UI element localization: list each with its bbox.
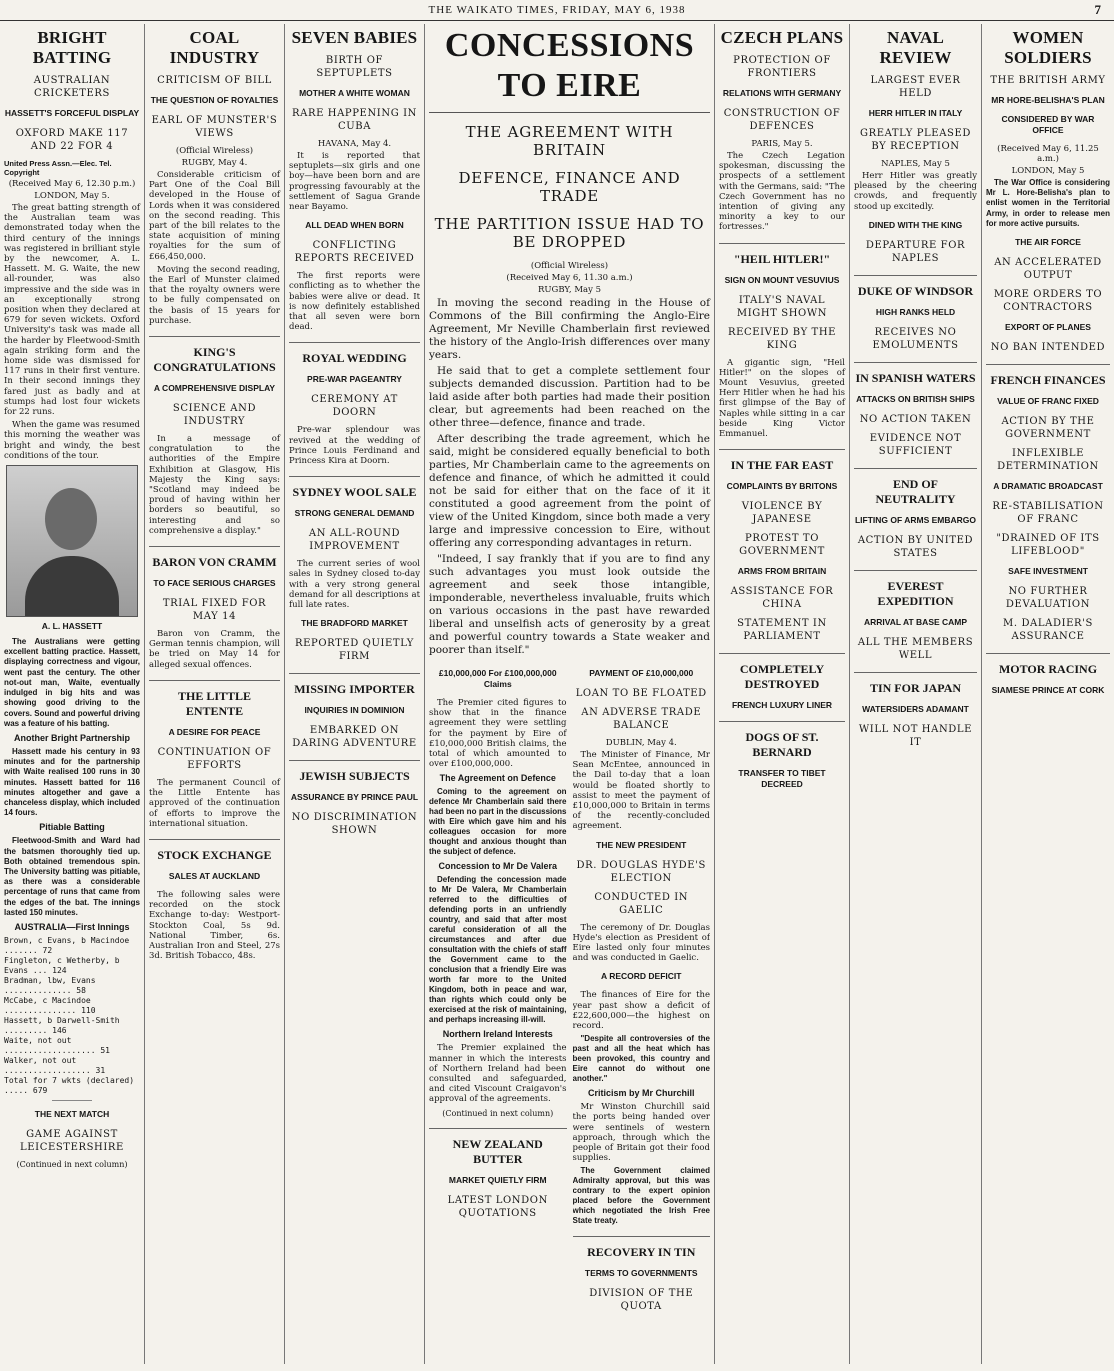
subheading: THE LITTLE ENTENTE xyxy=(149,680,280,719)
body-text: A gigantic sign, "Heil Hitler!" on the slopes of Mount Vesuvius, greeted Herr Hitler when he had his first glimpse of the Bay of Naples while sitting in a car beside King Victor Emmanuel. xyxy=(719,357,845,440)
received-line: (Received May 6, 11.25 a.m.) xyxy=(997,144,1099,164)
kicker: PRE-WAR PAGEANTRY xyxy=(307,374,402,385)
continued-note: (Continued in next column) xyxy=(16,1159,128,1169)
kicker: SIAMESE PRINCE AT CORK xyxy=(991,685,1105,696)
subheading: Concession to Mr De Valera xyxy=(438,861,558,872)
kicker: COMPLAINTS BY BRITONS xyxy=(726,481,838,492)
subheading: IN SPANISH WATERS xyxy=(854,362,977,386)
deck: ACTION BY THE GOVERNMENT xyxy=(1001,416,1095,441)
masthead xyxy=(0,0,1114,21)
headline: SEVEN BABIES xyxy=(291,28,418,47)
divider xyxy=(52,1100,92,1101)
scoreboard xyxy=(4,936,140,1096)
body-text: The Minister of Finance, Mr Sean McEntee, announced in the Dail to-day that a loan would be floated shortly to assist to meet the payment of £10,000,000 to Britain in terms of the recently-concluded agreement. xyxy=(572,750,710,832)
deck: EVIDENCE NOT SUFFICIENT xyxy=(869,432,962,457)
body-text: When the game was resumed this morning the weather was bright and windy, the best conditions of the tour. xyxy=(4,420,140,461)
lead-headline: CONCESSIONS TO EIRE xyxy=(429,26,710,113)
score-line: McCabe, c Macindoe ............... 110 xyxy=(4,995,96,1015)
column-concessions-to-eire xyxy=(425,24,715,1364)
kicker: ASSURANCE BY PRINCE PAUL xyxy=(290,792,419,803)
subheading: MISSING IMPORTER xyxy=(289,673,420,697)
kicker: HIGH RANKS HELD xyxy=(875,306,956,317)
deck: M. DALADIER'S ASSURANCE xyxy=(1003,618,1093,643)
scoreboard-heading: AUSTRALIA—First Innings xyxy=(14,921,130,932)
body-text: The Premier cited figures to show that in the finance agreement they were settling for the payment by Eire of £10,000,000 British claims, the total of which amounted to over £100,000,000. xyxy=(429,698,567,770)
kicker: A COMPREHENSIVE DISPLAY xyxy=(153,383,276,394)
subheading: TIN FOR JAPAN xyxy=(854,672,977,696)
body-text: Mr Winston Churchill said the ports being handed over were sentinels of western approach, through which the people of Britain got their food supplies. xyxy=(572,1102,710,1164)
deck: CONDUCTED IN GAELIC xyxy=(594,891,689,916)
deck: REPORTED QUIETLY FIRM xyxy=(294,638,415,663)
body-text: Herr Hitler was greatly pleased by the cheering crowds, and frequently stood up excitedly. xyxy=(854,171,977,212)
deck: LARGEST EVER HELD xyxy=(870,75,961,99)
kicker: MR HORE-BELISHA'S PLAN xyxy=(991,95,1105,105)
headline: NAVAL REVIEW xyxy=(879,28,952,67)
score-line: Total for 7 wkts (declared) ..... 679 xyxy=(4,1075,135,1095)
deck: NO FURTHER DEVALUATION xyxy=(1005,586,1091,611)
subheading: Pitiable Batting xyxy=(39,822,105,833)
body-text: Coming to the agreement on defence Mr Chamberlain said there had been no part in the discussions with Eire which gave him and his colleagues occasion for more thought and anxious thought than the subject of defence. xyxy=(429,787,567,857)
body-text: The Premier explained the manner in which the interests of Northern Ireland had been consulted and safeguarded, and cited Viscount Craigavon's approval of the agreements. xyxy=(429,1043,567,1105)
deck: CONFLICTING REPORTS RECEIVED xyxy=(294,240,415,265)
deck: ITALY'S NAVAL MIGHT SHOWN xyxy=(736,294,828,319)
subheading: Northern Ireland Interests xyxy=(442,1029,553,1040)
deck: DIVISION OF THE QUOTA xyxy=(589,1288,694,1313)
deck: STATEMENT IN PARLIAMENT xyxy=(737,618,827,643)
body-text: After describing the trade agreement, which he said, might be considered equally beneficial to both parties, Mr Chamberlain came to the agreements on defence and finance, of which he admitted it could not be said for either that on the face of it it constituted a good agreement from the point of view of the United Kingdom, since both made a very large and impressive concession to Eire, without offering any corresponding advantages in return. xyxy=(429,433,710,549)
deck: PROTECTION OF FRONTIERS xyxy=(733,55,831,79)
portrait-photo xyxy=(6,465,138,617)
portrait-head xyxy=(45,488,97,550)
subheading: A RECORD DEFICIT xyxy=(601,971,682,982)
subheading: JEWISH SUBJECTS xyxy=(289,760,420,784)
deck: EARL OF MUNSTER'S VIEWS xyxy=(151,115,278,139)
deck: GREATLY PLEASED BY RECEPTION xyxy=(859,128,971,152)
subheading: DOGS OF ST. BERNARD xyxy=(719,721,845,760)
deck: VIOLENCE BY JAPANESE xyxy=(741,501,823,526)
body-text: The Australians were getting excellent batting practice. Hassett, displaying correctness and vigour, went past the century. The other not-out man, Waite, eventually indulged in big hits and was showing good driving to the covers. Sound and powerful driving was a feature of his batting. xyxy=(4,637,141,728)
body-text: In a message of congratulation to the authorities of the Empire Exhibition at Glasgow, His Majesty the King says: "Scotland may indeed be proud of having within her borders so beautiful, so interesting and so comprehensive a display." xyxy=(149,434,280,536)
page-number: 7 xyxy=(1094,2,1102,17)
headline: WOMEN SOLDIERS xyxy=(1004,28,1092,67)
kicker: MARKET QUIETLY FIRM xyxy=(448,1174,547,1185)
deck: EMBARKED ON DARING ADVENTURE xyxy=(292,725,417,750)
body-text: Fleetwood-Smith and Ward had the batsmen thoroughly tied up. Both obtained tremendous spin. The University batting was pitiable, as there was a considerable percentage of runs that came from the edges of the bat. The innings lasted 150 minutes. xyxy=(4,836,140,917)
kicker: TERMS TO GOVERNMENTS xyxy=(584,1268,698,1279)
score-line: Walker, not out .................. 31 xyxy=(4,1055,106,1075)
body-text: The finances of Eire for the year past show a deficit of £22,600,000—the highest on record. xyxy=(572,990,710,1032)
kicker: THE QUESTION OF ROYALTIES xyxy=(150,95,279,105)
column-bright-batting xyxy=(0,24,145,1364)
kicker: WATERSIDERS ADAMANT xyxy=(862,703,969,714)
score-line: Brown, c Evans, b Macindoe ....... 72 xyxy=(4,935,130,955)
body-text: The Czech Legation spokesman, discussing the prospects of a settlement with the Germans, said: "The Czech Government has no intention of giving any minority a key to our fortresses." xyxy=(719,151,845,233)
kicker: INQUIRIES IN DOMINION xyxy=(304,705,405,716)
kicker: FRENCH LUXURY LINER xyxy=(731,700,833,711)
subheading: MOTOR RACING xyxy=(986,653,1110,677)
deck: RARE HAPPENING IN CUBA xyxy=(292,108,417,132)
deck: AN ADVERSE TRADE BALANCE xyxy=(581,707,702,731)
deck: DEPARTURE FOR NAPLES xyxy=(865,239,966,264)
dateline: LONDON, May 5. xyxy=(34,191,110,201)
body-text: Defending the concession made to Mr De Valera, Mr Chamberlain referred to the difficulties of defending ports in an unfriendly country, and said that after most careful consideration of all the circumstances and after due consultation with the chiefs of staff the Government came to the conclusion that a friendly Eire was worth far more to the United Kingdom, both in peace and war, than rights which could only be exercised at the risk of maintaining, and perhaps increasing ill-will. xyxy=(429,875,567,1025)
kicker: ARMS FROM BRITAIN xyxy=(737,566,827,577)
subheading: COMPLETELY DESTROYED xyxy=(719,653,845,692)
kicker: TRANSFER TO TIBET DECREED xyxy=(738,768,826,790)
deck: AN ALL-ROUND IMPROVEMENT xyxy=(308,528,401,553)
deck: DEFENCE, FINANCE AND TRADE xyxy=(458,169,681,205)
column-czech-plans xyxy=(715,24,850,1364)
kicker: MOTHER A WHITE WOMAN xyxy=(299,88,410,98)
credit-line: (Official Wireless) xyxy=(175,146,254,156)
body-text: The current series of wool sales in Sydney closed to-day with a very strong general demand for all descriptions at full late rates. xyxy=(289,559,420,611)
body-text: Considerable criticism of Part One of the Coal Bill developed in the House of Lords when it was considered on the second reading. This part of the bill relates to the state acquisition of mining royalties for the sum of £66,450,000. xyxy=(149,170,280,262)
dateline: PARIS, May 5. xyxy=(751,139,813,149)
subheading: ALL DEAD WHEN BORN xyxy=(305,220,404,231)
body-text: The first reports were conflicting as to whether the babies were alive or dead. It is now definitely established that all seven were born dead. xyxy=(289,271,420,333)
headline: COAL INDUSTRY xyxy=(169,28,260,67)
body-text: Moving the second reading, the Earl of Munster claimed that the royalty owners were to be fully compensated on the basis of 15 years for purchase. xyxy=(149,264,280,326)
lead-subcolumns xyxy=(429,660,710,1319)
subheading: FRENCH FINANCES xyxy=(986,364,1110,388)
subheading: "HEIL HITLER!" xyxy=(719,243,845,267)
deck: TRIAL FIXED FOR MAY 14 xyxy=(162,598,267,623)
credit-line: United Press Assn.—Elec. Tel. Copyright xyxy=(4,159,112,177)
received-line: (Received May 6, 12.30 p.m.) xyxy=(8,179,136,189)
body-text: Pre-war splendour was revived at the wedding of Prince Louis Ferdinand and Princess Kira at Doorn. xyxy=(289,425,420,467)
deck: INFLEXIBLE DETERMINATION xyxy=(997,448,1099,473)
deck: THE PARTITION ISSUE HAD TO BE DROPPED xyxy=(434,215,705,251)
subheading: ROYAL WEDDING xyxy=(289,342,420,366)
subheading: BARON VON CRAMM xyxy=(149,546,280,570)
deck: BIRTH OF SEPTUPLETS xyxy=(316,55,393,79)
deck: CRITICISM OF BILL xyxy=(157,75,272,86)
deck: LOAN TO BE FLOATED xyxy=(575,688,707,699)
kicker: HERR HITLER IN ITALY xyxy=(868,108,963,118)
subheading: Another Bright Partnership xyxy=(13,732,130,743)
deck: CEREMONY AT DOORN xyxy=(311,394,398,419)
deck: NO ACTION TAKEN xyxy=(859,413,972,425)
deck: MORE ORDERS TO CONTRACTORS xyxy=(993,289,1103,314)
subheading: SYDNEY WOOL SALE xyxy=(289,476,420,500)
deck: GAME AGAINST LEICESTERSHIRE xyxy=(20,1128,124,1153)
kicker: CONSIDERED BY WAR OFFICE xyxy=(1001,114,1095,135)
deck: PROTEST TO GOVERNMENT xyxy=(739,533,825,558)
subheading: IN THE FAR EAST xyxy=(719,449,845,473)
dateline: NAPLES, May 5 xyxy=(881,159,950,169)
deck: CONSTRUCTION OF DEFENCES xyxy=(723,108,841,132)
kicker: SAFE INVESTMENT xyxy=(1008,566,1088,577)
subheading: THE AIR FORCE xyxy=(1015,237,1081,248)
deck: DR. DOUGLAS HYDE'S ELECTION xyxy=(576,859,706,884)
kicker: A DRAMATIC BROADCAST xyxy=(993,481,1103,492)
kicker: RELATIONS WITH GERMANY xyxy=(722,88,842,98)
deck: RE-STABILISATION OF FRANC xyxy=(992,501,1104,526)
kicker: LIFTING OF ARMS EMBARGO xyxy=(854,514,977,525)
subheading: THE NEW PRESIDENT xyxy=(596,839,687,850)
score-line: Hassett, b Darwell-Smith ......... 146 xyxy=(4,1015,120,1035)
subheading: END OF NEUTRALITY xyxy=(854,468,977,507)
photo-caption: A. L. HASSETT xyxy=(41,621,103,632)
subheading: KING'S CONGRATULATIONS xyxy=(149,336,280,375)
subheading: £10,000,000 For £100,000,000 Claims xyxy=(438,668,557,689)
deck: CONTINUATION OF EFFORTS xyxy=(157,746,272,771)
deck: NO DISCRIMINATION SHOWN xyxy=(291,812,418,837)
column-seven-babies xyxy=(285,24,425,1364)
body-text: The following sales were recorded on the stock Exchange to-day: Westport-Stockton Coal, 5s 9d. National Timber, 6s. Australian Iron and Steel, 27s 3d. British Tobacco, 48s. xyxy=(149,889,280,962)
kicker: SIGN ON MOUNT VESUVIUS xyxy=(724,274,840,285)
kicker: VALUE OF FRANC FIXED xyxy=(997,396,1099,407)
subheading: Criticism by Mr Churchill xyxy=(587,1088,695,1099)
score-line: Fingleton, c Wetherby, b Evans ... 124 xyxy=(4,955,120,975)
column-women-soldiers xyxy=(982,24,1114,1364)
score-line: Waite, not out ................... 51 xyxy=(4,1035,110,1055)
kicker: TO FACE SERIOUS CHARGES xyxy=(153,578,276,589)
deck: SCIENCE AND INDUSTRY xyxy=(172,403,257,428)
body-text: "Despite all controversies of the past and all the heat which has been provoked, this country and Eire cannot do without one another." xyxy=(572,1034,710,1084)
body-text: Hassett made his century in 93 minutes and for the partnership with Waite realised 100 runs in 30 minutes. Hassett batted for 116 minutes altogether and gave a chanceless display, which included 14 fours. xyxy=(4,746,140,818)
deck: ALL THE MEMBERS WELL xyxy=(857,636,974,661)
kicker: DINED WITH THE KING xyxy=(868,219,963,230)
deck: AN ACCELERATED OUTPUT xyxy=(994,257,1102,282)
subheading: PAYMENT OF £10,000,000 xyxy=(589,668,694,678)
body-text: "Indeed, I say frankly that if you are to find any such advantages you must look outside the agreement and seek those intangible, imponderable, nevertheless invaluable, fruits which on various occasions in the past have rewarded liberal and unselfish acts of generosity by a great and powerful country towards a State weaker and poorer than itself." xyxy=(429,553,710,656)
continued-note: (Continued in next column) xyxy=(442,1108,554,1118)
headline: BRIGHT BATTING xyxy=(32,28,112,67)
subheading: The Agreement on Defence xyxy=(439,773,556,784)
deck: AUSTRALIAN CRICKETERS xyxy=(33,75,111,99)
deck: ACTION BY UNITED STATES xyxy=(857,534,974,559)
lead-subcolumn-left xyxy=(429,660,567,1319)
body-text: Baron von Cramm, the German tennis champion, will be tried on May 14 for alleged sexual offences. xyxy=(149,629,280,670)
dateline: RUGBY, May 5 xyxy=(537,285,602,295)
deck: RECEIVES NO EMOLUMENTS xyxy=(872,326,959,351)
body-text: The War Office is considering Mr L. Hore-Belisha's plan to enlist women in the Territorial Army, in order to release men for more active pursuits. xyxy=(986,178,1110,228)
column-naval-review xyxy=(850,24,982,1364)
deck: NO BAN INTENDED xyxy=(990,342,1106,354)
subheading: NEW ZEALAND BUTTER xyxy=(429,1128,567,1167)
kicker: EXPORT OF PLANES xyxy=(1005,322,1091,333)
body-text: In moving the second reading in the House of Commons of the Bill confirming the Anglo-Eire Agreement, Mr Neville Chamberlain first reviewed the history of the Anglo-Irish differences over many years. xyxy=(429,297,710,361)
body-text: The great batting strength of the Australian team was demonstrated today when the third century of the innings was registered in brilliant style by the newcomer, A. L. Hassett. M. G. Waite, the new all-rounder, was also impressive and the side was in an exceptionally strong position when they declared at 679 for seven wickets. Oxford University's task was made all the harder by Fleetwood-Smith again striking form and the home side was dismissed for 117 runs in their first venture. In their second innings they fared just as badly and at stumps had lost four wickets for 22 runs. xyxy=(4,203,140,418)
deck: WILL NOT HANDLE IT xyxy=(858,723,973,748)
deck: THE AGREEMENT WITH BRITAIN xyxy=(465,123,674,159)
deck: ASSISTANCE FOR CHINA xyxy=(730,586,834,611)
kicker: SALES AT AUCKLAND xyxy=(168,870,261,881)
received-line: (Received May 6, 11.30 a.m.) xyxy=(506,273,633,283)
kicker: THE BRADFORD MARKET xyxy=(301,618,408,629)
subheading: DUKE OF WINDSOR xyxy=(854,275,977,299)
paper-title: THE WAIKATO TIMES, FRIDAY, MAY 6, 1938 xyxy=(428,4,686,16)
body-text: The ceremony of Dr. Douglas Hyde's election as President of Eire lasted only four minutes and was conducted in Gaelic. xyxy=(572,922,710,964)
deck: RECEIVED BY THE KING xyxy=(727,326,837,351)
portrait-body xyxy=(25,556,119,616)
body-text: The Government claimed Admiralty approval, but this was contrary to the expert opinion placed before the Government which negotiated the Irish Free State treaty. xyxy=(572,1166,710,1226)
kicker: A DESIRE FOR PEACE xyxy=(168,726,261,737)
kicker: STRONG GENERAL DEMAND xyxy=(294,508,415,519)
kicker: HASSETT'S FORCEFUL DISPLAY xyxy=(4,108,140,118)
dateline: DUBLIN, May 4. xyxy=(605,738,677,748)
credit-line: (Official Wireless) xyxy=(530,261,609,271)
deck: "DRAINED OF ITS LIFEBLOOD" xyxy=(996,533,1100,558)
lead-subcolumn-right xyxy=(573,660,711,1319)
subheading: THE NEXT MATCH xyxy=(34,1108,110,1119)
deck: OXFORD MAKE 117 AND 22 FOR 4 xyxy=(15,128,129,152)
kicker: ARRIVAL AT BASE CAMP xyxy=(863,616,968,627)
body-text: The permanent Council of the Little Entente has approved of the continuation of efforts to improve the international situation. xyxy=(149,777,280,829)
subheading: EVEREST EXPEDITION xyxy=(854,570,977,609)
deck: LATEST LONDON QUOTATIONS xyxy=(447,1194,548,1219)
subheading: RECOVERY IN TIN xyxy=(573,1236,711,1260)
body-text: He said that to get a complete settlement four subjects demanded discussion. Partition had to be laid aside after both parties had made their position clear, but agreements had been reached on the other three—defence, finance and trade. xyxy=(429,365,710,429)
headline: CZECH PLANS xyxy=(720,28,844,47)
dateline: HAVANA, May 4. xyxy=(317,139,392,149)
subheading: STOCK EXCHANGE xyxy=(149,839,280,863)
dateline: RUGBY, May 4. xyxy=(181,158,248,168)
deck: THE BRITISH ARMY xyxy=(990,75,1106,86)
kicker: ATTACKS ON BRITISH SHIPS xyxy=(856,393,975,404)
dateline: LONDON, May 5 xyxy=(1011,166,1085,176)
score-line: Bradman, lbw, Evans .............. 58 xyxy=(4,975,96,995)
column-coal-industry xyxy=(145,24,285,1364)
body-text: It is reported that septuplets—six girls and one boy—have been born and are progressing favourably at the settlement of Sagua Grande near Bayamo. xyxy=(289,151,420,213)
